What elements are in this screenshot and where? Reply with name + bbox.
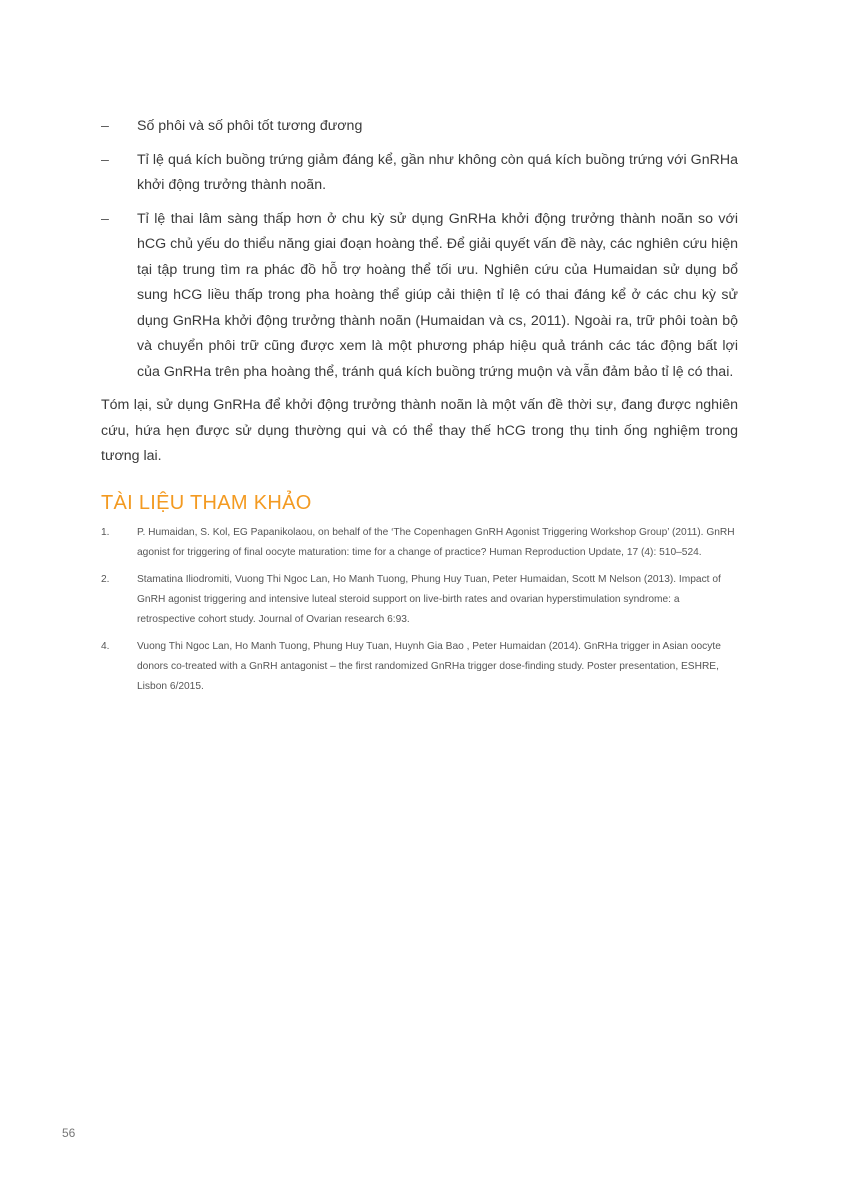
bullet-item: [101, 114, 738, 140]
bullet-item: [101, 207, 738, 386]
reference-number: 2.: [101, 573, 110, 585]
reference-number: 4.: [101, 640, 110, 652]
page-number: 56: [62, 1126, 76, 1140]
reference-text: Stamatina Iliodromiti, Vuong Thi Ngoc Lan, Ho Manh Tuong, Phung Huy Tuan, Peter Humaidan, Scott M Nelson (2013). Impact of GnRH agonist triggering and intensive luteal steroid support on live-birth rates and ovarian hyperstimulation syndrome: a retrospective cohort study. Journal of Ovarian research 6:93.: [137, 573, 721, 625]
reference-item: [101, 570, 738, 630]
bullet-list: [101, 114, 738, 385]
reference-text: P. Humaidan, S. Kol, EG Papanikolaou, on behalf of the ‘The Copenhagen GnRH Agonist Triggering Workshop Group’ (2011). GnRH agonist for triggering of final oocyte maturation: time for a change of practice? Human Reproduction Update, 17 (4): 510–524.: [137, 526, 735, 558]
bullet-dash: –: [101, 210, 109, 227]
reference-number: 1.: [101, 526, 110, 538]
reference-item: [101, 637, 738, 697]
bullet-text: Số phôi và số phôi tốt tương đương: [137, 118, 363, 134]
bullet-item: [101, 148, 738, 199]
references-heading: TÀI LIỆU THAM KHẢO: [101, 491, 312, 514]
summary-paragraph: Tóm lại, sử dụng GnRHa để khởi động trưởng thành noãn là một vấn đề thời sự, đang được nghiên cứu, hứa hẹn được sử dụng thường qui và có thể thay thế hCG trong thụ tinh ống nghiệm trong tương lai.: [101, 397, 738, 464]
bullet-text: Tỉ lệ thai lâm sàng thấp hơn ở chu kỳ sử dụng GnRHa khởi động trưởng thành noãn so với hCG chủ yếu do thiểu năng giai đoạn hoàng thể. Để giải quyết vấn đề này, các nghiên cứu hiện tại tập trung tìm ra phác đồ hỗ trợ hoàng thể tối ưu. Nghiên cứu của Humaidan sử dụng bổ sung hCG liều thấp trong pha hoàng thể giúp cải thiện tỉ lệ có thai đáng kể ở các chu kỳ sử dụng GnRHa khởi động trưởng thành noãn (Humaidan và cs, 2011). Ngoài ra, trữ phôi toàn bộ và chuyển phôi trữ cũng được xem là một phương pháp hiệu quả tránh các tác động bất lợi của GnRHa trên pha hoàng thể, tránh quá kích buồng trứng muộn và vẫn đảm bảo tỉ lệ có thai.: [137, 210, 738, 380]
reference-list: [101, 523, 738, 697]
page-content: [101, 114, 738, 704]
reference-item: [101, 523, 738, 563]
bullet-dash: –: [101, 118, 109, 134]
bullet-dash: –: [101, 151, 109, 168]
reference-text: Vuong Thi Ngoc Lan, Ho Manh Tuong, Phung Huy Tuan, Huynh Gia Bao , Peter Humaidan (2014). GnRHa trigger in Asian oocyte donors co-treated with a GnRH antagonist – the first randomized GnRHa trigger dose-finding study. Poster presentation, ESHRE, Lisbon 6/2015.: [137, 640, 721, 692]
bullet-text: Tỉ lệ quá kích buồng trứng giảm đáng kể, gần như không còn quá kích buồng trứng với GnRHa khởi động trưởng thành noãn.: [137, 151, 738, 193]
